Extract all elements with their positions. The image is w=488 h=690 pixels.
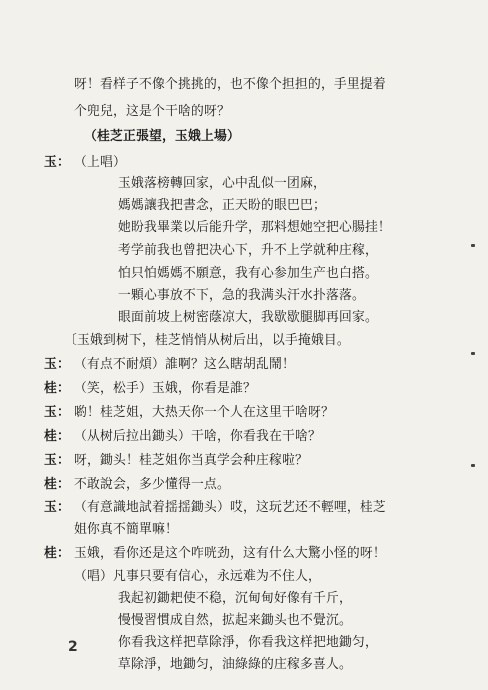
- stage-direction: （桂芝正張望，玉娥上場）: [84, 129, 240, 144]
- dialogue-line: 桂： 玉娥，看你还是这个咋咣劲，这有什么大驚小怪的呀！: [44, 546, 386, 561]
- dialogue-line: 玉： 喲！桂芝姐，大热天你一个人在这里干啥呀？: [44, 405, 334, 420]
- dialogue-line: 玉： （有点不耐煩）誰啊？这么瞎胡乱鬧！: [44, 357, 295, 372]
- dialogue-line: 桂： 不敢說会，多少懂得一点。: [44, 477, 230, 492]
- dialogue-line: 玉： 呀，鋤头！桂芝姐你当真学会种庄稼啦？: [44, 453, 308, 468]
- speaker-label: 桂：: [44, 381, 70, 396]
- speaker-label: 玉：: [44, 453, 70, 468]
- verse-line: 草除淨，地鋤匀，油綠綠的庄稼多喜人。: [118, 657, 352, 672]
- speaker-label: 桂：: [44, 429, 70, 444]
- scan-speck: [471, 464, 475, 467]
- text-line: 呀！看样子不像个挑挑的，也不像个担担的，手里提着: [74, 77, 386, 92]
- verse-line: 她盼我畢業以后能升学，那料想她空把心腸挂！: [118, 220, 391, 235]
- verse-line: 考学前我也曾把决心下，升不上学就种庄稼，: [118, 243, 378, 258]
- stage-direction: 〔玉娥到树下，桂芝悄悄从树后出，以手掩娥目。: [64, 333, 350, 348]
- verse-line: 眼面前坡上树密蔭凉大，我歇歇腿脚再回家。: [118, 310, 378, 325]
- speaker-label: 玉：: [44, 155, 70, 170]
- speaker-label: 玉：: [44, 405, 70, 420]
- dialogue-line: 桂： （笑，松手）玉娥，你看是誰？: [44, 381, 256, 396]
- dialogue-line: 玉： （有意識地試着揺揺鋤头）哎，这玩艺还不輕哩，桂芝: [44, 500, 386, 515]
- dialogue-line: 玉： （上唱）: [44, 155, 126, 170]
- page-number: 2: [68, 639, 78, 655]
- verse-line: 玉娥落榜轉回家，心中乱似一团麻，: [118, 176, 326, 191]
- speaker-label: 桂：: [44, 546, 70, 561]
- speaker-label: 玉：: [44, 500, 70, 515]
- dialogue-line: 桂： （从树后拉出鋤头）干啥，你看我在干啥？: [44, 429, 321, 444]
- speaker-label: 桂：: [44, 477, 70, 492]
- verse-line: 我起初鋤耙使不稳，沉甸甸好像有千斤，: [118, 591, 352, 606]
- verse-line: （唱）凡事只要有信心，永远难为不住人，: [74, 569, 321, 584]
- speaker-label: 玉：: [44, 357, 70, 372]
- scan-speck: [471, 244, 475, 247]
- verse-line: 媽媽讓我把書念，正天盼的眼巴巴；: [118, 198, 326, 213]
- verse-line: 慢慢習慣成自然，拡起来鋤头也不覺沉。: [118, 613, 352, 628]
- verse-line: 一顆心事放不下，急的我满头汗水扑落落。: [118, 288, 365, 303]
- scan-speck: [471, 352, 475, 355]
- dialogue-continuation: 姐你真不簡單嘛！: [74, 522, 178, 537]
- verse-line: 怕只怕媽媽不願意，我有心参加生产也白搭。: [118, 266, 378, 281]
- verse-line: 你看我这样把草除淨，你看我这样把地鋤匀，: [118, 635, 378, 650]
- text-line: 个兜兒，这是个干啥的呀？: [74, 104, 230, 119]
